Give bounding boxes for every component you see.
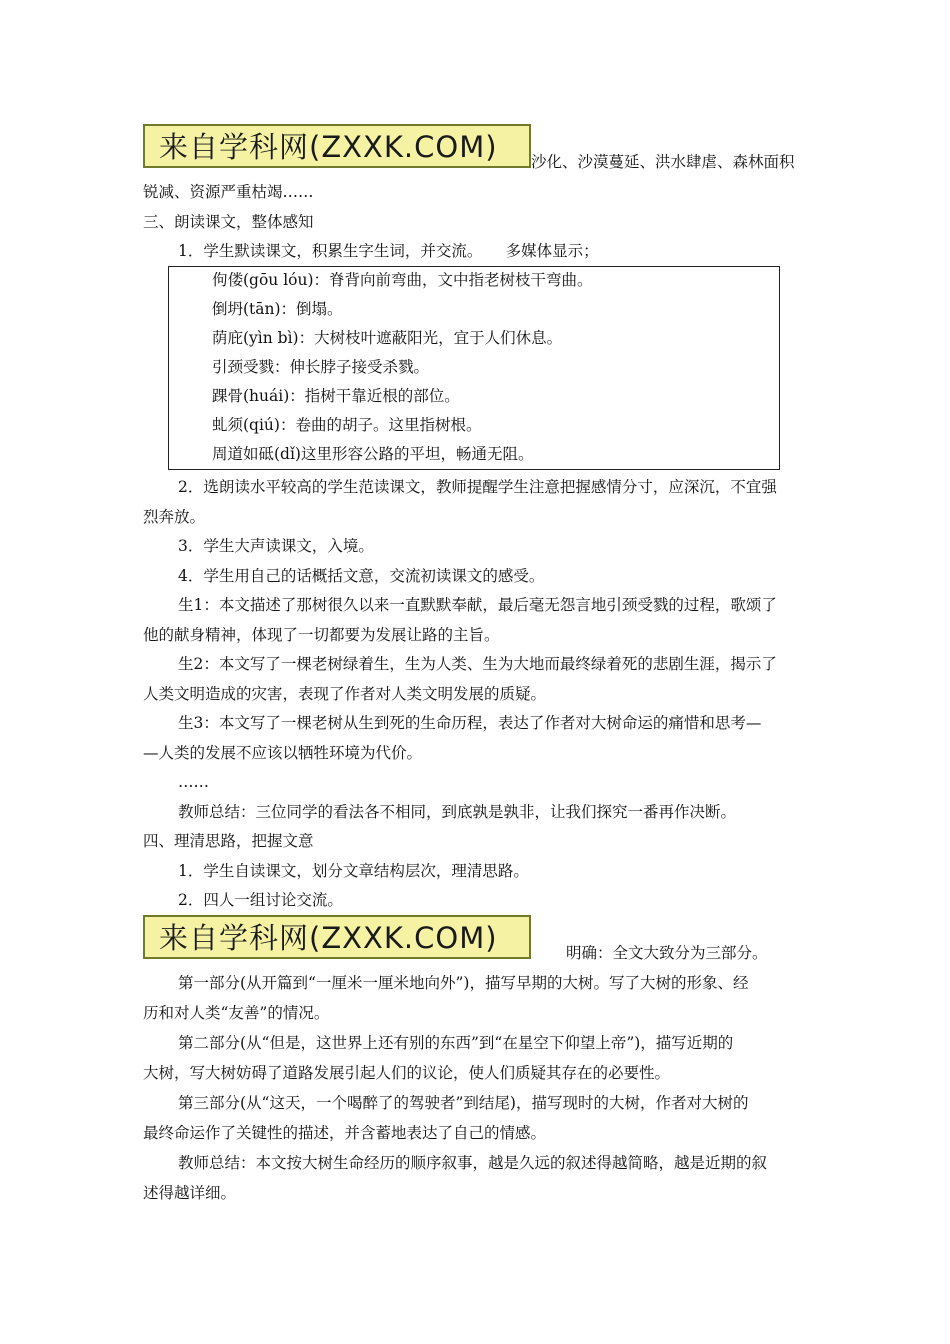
text-line: 第一部分(从开篇到“一厘米一厘米地向外”)，描写早期的大树。写了大树的形象、经 xyxy=(178,974,749,992)
text-line: 生1：本文描述了那树很久以来一直默默奉献，最后毫无怨言地引颈受戮的过程，歌颂了 xyxy=(178,596,777,614)
text-line: 他的献身精神，体现了一切都要为发展让路的主旨。 xyxy=(143,626,500,644)
text-line: 生3：本文写了一棵老树从生到死的生命历程，表达了作者对大树命运的痛惜和思考— xyxy=(178,714,762,732)
logo-text: 来自学科网(ZXXK.COM) xyxy=(159,130,498,164)
text-line: 1．学生默读课文，积累生字生词，并交流。 多媒体显示； xyxy=(178,242,599,260)
text-line: 生2：本文写了一棵老树绿着生，生为人类、生为大地而最终绿着死的悲剧生涯，揭示了 xyxy=(178,655,777,673)
text-line: 教师总结：三位同学的看法各不相同，到底孰是孰非，让我们探究一番再作决断。 xyxy=(178,803,737,821)
text-line: 2．四人一组讨论交流。 xyxy=(178,891,343,909)
text-line: —人类的发展不应该以牺牲环境为代价。 xyxy=(143,744,423,762)
text-line: 明确：全文大致分为三部分。 xyxy=(566,944,768,962)
text-line: 历和对人类“友善”的情况。 xyxy=(143,1004,330,1022)
watermark-logo xyxy=(143,124,531,168)
text-line: 第三部分(从“这天，一个喝醉了的驾驶者”到结尾)，描写现时的大树，作者对大树的 xyxy=(178,1094,749,1112)
section-heading: 四、理清思路，把握文意 xyxy=(143,832,314,850)
vocab-item: 荫庇(yìn bì)：大树枝叶遮蔽阳光，宜于人们休息。 xyxy=(212,329,563,347)
section-heading: 三、朗读课文，整体感知 xyxy=(143,213,314,231)
vocab-item: 虬须(qiú)：卷曲的胡子。这里指树根。 xyxy=(212,416,482,434)
text-line: 教师总结：本文按大树生命经历的顺序叙事，越是久远的叙述得越简略，越是近期的叙 xyxy=(178,1154,768,1172)
vocab-item: 引颈受戮：伸长脖子接受杀戮。 xyxy=(212,358,430,376)
text-line: 4．学生用自己的话概括文意，交流初读课文的感受。 xyxy=(178,567,545,585)
text-line: 1．学生自读课文，划分文章结构层次，理清思路。 xyxy=(178,862,529,880)
vocab-item: 周道如砥(dǐ)这里形容公路的平坦，畅通无阻。 xyxy=(212,445,534,463)
text-line: 3．学生大声读课文，入境。 xyxy=(178,537,374,555)
text-line: 述得越详细。 xyxy=(143,1184,237,1202)
text-line: …… xyxy=(178,773,209,791)
vocab-item: 倒坍(tān)：倒塌。 xyxy=(212,300,343,318)
text-line: 最终命运作了关键性的描述，并含蓄地表达了自己的情感。 xyxy=(143,1124,547,1142)
logo-text: 来自学科网(ZXXK.COM) xyxy=(159,921,498,955)
text-line: 锐减、资源严重枯竭…… xyxy=(143,183,314,201)
text-line: 大树，写大树妨碍了道路发展引起人们的议论，使人们质疑其存在的必要性。 xyxy=(143,1064,671,1082)
text-line: 人类文明造成的灾害，表现了作者对人类文明发展的质疑。 xyxy=(143,685,547,703)
vocab-item: 踝骨(huái)：指树干靠近根的部位。 xyxy=(212,387,460,405)
text-line: 第二部分(从“但是，这世界上还有别的东西”到“在星空下仰望上帝”)，描写近期的 xyxy=(178,1034,734,1052)
vocab-item: 佝偻(gōu lóu)：脊背向前弯曲，文中指老树枝干弯曲。 xyxy=(212,271,593,289)
text-line: 烈奔放。 xyxy=(143,508,206,526)
watermark-logo xyxy=(143,915,531,959)
text-line: 沙化、沙漠蔓延、洪水肆虐、森林面积 xyxy=(531,153,795,171)
text-line: 2．选朗读水平较高的学生范读课文，教师提醒学生注意把握感情分寸，应深沉，不宜强 xyxy=(178,478,777,496)
